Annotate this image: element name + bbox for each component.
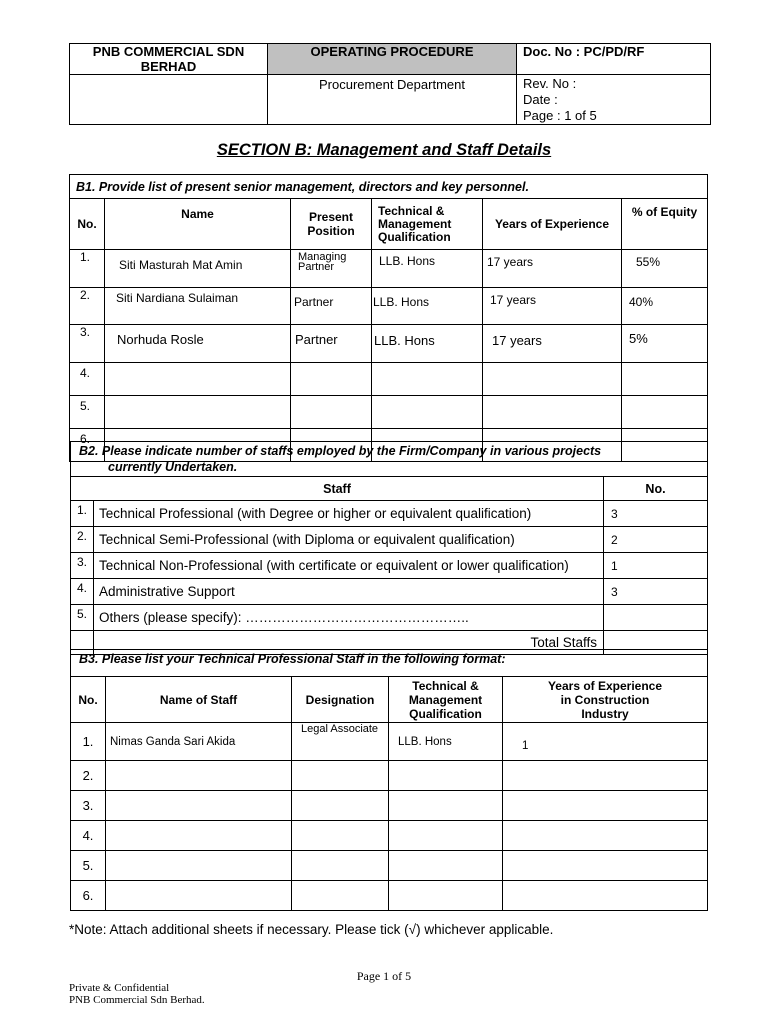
- b2-title: [71, 442, 708, 477]
- qualification: LLB. Hons: [372, 288, 483, 325]
- row-no: 6.: [71, 881, 106, 911]
- staff-name: [106, 881, 292, 911]
- table-row: [70, 325, 708, 363]
- row-no: 5.: [71, 605, 94, 631]
- position: Managing Partner: [291, 250, 372, 288]
- footer-confidential: Private & Confidential: [69, 982, 170, 994]
- designation: [292, 851, 389, 881]
- b3-title: B3. Please list your Technical Professional Staff in the following format:: [71, 650, 708, 677]
- qualification: [372, 396, 483, 429]
- staff-name: [106, 821, 292, 851]
- table-row: [71, 851, 708, 881]
- designation: [292, 791, 389, 821]
- b3-header-no: No.: [71, 677, 106, 723]
- staff-name: [106, 851, 292, 881]
- document-header: [69, 43, 711, 125]
- years-experience: [503, 791, 708, 821]
- equity: [622, 396, 708, 429]
- table-row: [71, 821, 708, 851]
- years-experience: 17 years: [483, 250, 622, 288]
- b1-title: B1. Provide list of present senior management, directors and key personnel.: [70, 175, 708, 199]
- qualification: LLB. Hons: [389, 723, 503, 761]
- staff-name: [106, 791, 292, 821]
- b1-header-qualification: Technical & Management Qualification: [372, 199, 483, 250]
- b2-title-line2: currently Undertaken.: [108, 460, 238, 474]
- header-blank-cell: [70, 75, 268, 125]
- row-no: 2.: [70, 288, 105, 325]
- equity: 55%: [622, 250, 708, 288]
- qualification: [389, 821, 503, 851]
- staff-name: Siti Nardiana Sulaiman: [105, 288, 291, 325]
- table-row: [70, 288, 708, 325]
- operating-procedure-label: OPERATING PROCEDURE: [268, 44, 517, 75]
- footer-company: PNB Commercial Sdn Berhad.: [69, 994, 205, 1006]
- years-experience: 17 years: [483, 325, 622, 363]
- years-experience: [503, 851, 708, 881]
- position: [291, 396, 372, 429]
- b2-header-no: No.: [604, 477, 708, 501]
- b1-header-equity: % of Equity: [622, 199, 708, 250]
- b2-staff-count-table: [70, 441, 708, 655]
- qualification: [389, 761, 503, 791]
- date-field: Date :: [523, 91, 558, 107]
- staff-name: Siti Masturah Mat Amin: [105, 250, 291, 288]
- b3-technical-staff-table: [70, 649, 708, 911]
- b3-header-qualification: Technical & Management Qualification: [389, 677, 503, 723]
- row-no: 2.: [71, 527, 94, 553]
- equity: 5%: [622, 325, 708, 363]
- row-no: 1.: [71, 501, 94, 527]
- table-row: [70, 363, 708, 396]
- company-name: PNB COMMERCIAL SDN BERHAD: [70, 44, 268, 75]
- qualification: [389, 851, 503, 881]
- staff-category: Technical Non-Professional (with certificate or equivalent or lower qualification): [94, 553, 604, 579]
- row-no: 3.: [71, 791, 106, 821]
- qualification: [389, 791, 503, 821]
- row-no: 4.: [70, 363, 105, 396]
- b2-title-line1: B2. Please indicate number of staffs employed by the Firm/Company in various projects: [79, 444, 602, 458]
- staff-name: [105, 396, 291, 429]
- staff-category: Technical Semi-Professional (with Diploma or equivalent qualification): [94, 527, 604, 553]
- staff-count: 3: [604, 501, 708, 527]
- row-no: 1.: [70, 250, 105, 288]
- years-experience: 1: [503, 723, 708, 761]
- designation: Legal Associate: [292, 723, 389, 761]
- staff-count: 3: [604, 579, 708, 605]
- staff-category: Administrative Support: [94, 579, 604, 605]
- table-row: [70, 250, 708, 288]
- b3-header-name: Name of Staff: [106, 677, 292, 723]
- row-no: 5.: [71, 851, 106, 881]
- staff-name: [105, 363, 291, 396]
- staff-name: Norhuda Rosle: [105, 325, 291, 363]
- years-experience: [503, 821, 708, 851]
- row-no: 3.: [71, 553, 94, 579]
- table-row: [71, 605, 708, 631]
- row-no: 3.: [70, 325, 105, 363]
- b2-header-staff: Staff: [71, 477, 604, 501]
- table-row: [71, 723, 708, 761]
- b1-management-table: [69, 174, 708, 462]
- staff-name: [106, 761, 292, 791]
- designation: [292, 881, 389, 911]
- note-text: *Note: Attach additional sheets if necessary. Please tick (√) whichever applicable.: [69, 922, 554, 937]
- qualification: LLB. Hons: [372, 250, 483, 288]
- qualification: LLB. Hons: [372, 325, 483, 363]
- total-label: Total Staffs: [94, 631, 604, 655]
- years-experience: [503, 881, 708, 911]
- department-name: Procurement Department: [268, 75, 517, 125]
- designation: [292, 821, 389, 851]
- table-row: [71, 881, 708, 911]
- table-row: [71, 553, 708, 579]
- staff-count: [604, 605, 708, 631]
- page-field: Page : 1 of 5: [523, 107, 597, 123]
- doc-number: Doc. No : PC/PD/RF: [517, 44, 711, 75]
- table-row: [71, 501, 708, 527]
- position: Partner: [291, 325, 372, 363]
- position: [291, 363, 372, 396]
- staff-category: Technical Professional (with Degree or higher or equivalent qualification): [94, 501, 604, 527]
- table-row: [71, 791, 708, 821]
- years-experience: [503, 761, 708, 791]
- b1-header-position: Present Position: [291, 199, 372, 250]
- rev-no: Rev. No :: [523, 75, 577, 91]
- row-no: 1.: [71, 723, 106, 761]
- designation: [292, 761, 389, 791]
- b3-header-years: Years of Experience in Construction Industry: [503, 677, 708, 723]
- row-no: 4.: [71, 579, 94, 605]
- section-title: SECTION B: Management and Staff Details: [216, 141, 552, 159]
- position: Partner: [291, 288, 372, 325]
- row-no: 5.: [70, 396, 105, 429]
- footer-page-number: Page 1 of 5: [356, 969, 412, 983]
- table-row: [70, 396, 708, 429]
- staff-count: 2: [604, 527, 708, 553]
- staff-category: Others (please specify): …………………………………………..: [94, 605, 604, 631]
- equity: 40%: [622, 288, 708, 325]
- row-no: 4.: [71, 821, 106, 851]
- table-row: [71, 527, 708, 553]
- years-experience: [483, 396, 622, 429]
- equity: [622, 363, 708, 396]
- years-experience: [483, 363, 622, 396]
- b3-header-designation: Designation: [292, 677, 389, 723]
- row-no: 6.: [70, 429, 105, 462]
- table-row: [71, 579, 708, 605]
- b1-header-years: Years of Experience: [483, 199, 622, 250]
- qualification: [389, 881, 503, 911]
- b1-header-no: No.: [70, 199, 105, 250]
- staff-name: Nimas Ganda Sari Akida: [106, 723, 292, 761]
- revision-info: [517, 75, 711, 125]
- staff-count: 1: [604, 553, 708, 579]
- years-experience: 17 years: [483, 288, 622, 325]
- qualification: [372, 363, 483, 396]
- row-no: 2.: [71, 761, 106, 791]
- b1-header-name: Name: [105, 199, 291, 250]
- table-row: [71, 761, 708, 791]
